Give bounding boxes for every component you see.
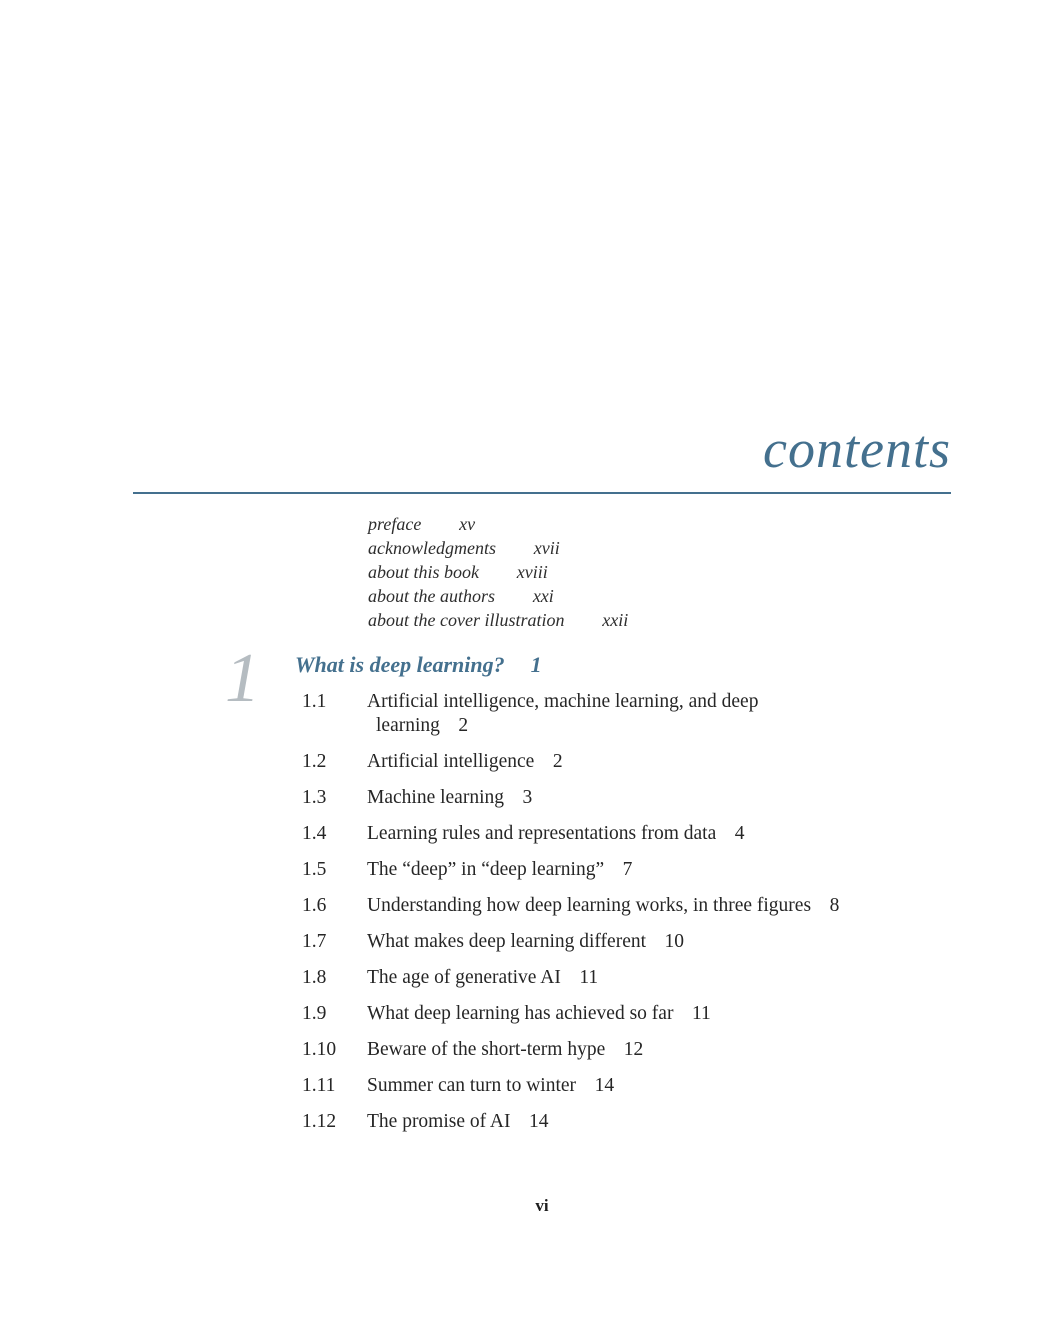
front-matter-label: preface [368, 514, 422, 534]
section-number: 1.7 [302, 931, 327, 952]
section-number: 1.11 [302, 1075, 336, 1096]
section-title-line: Beware of the short-term hype 12 [367, 1039, 644, 1060]
front-matter-page-number: xv [459, 514, 476, 534]
front-matter-page-number: xxi [532, 586, 554, 606]
section-title [367, 894, 952, 918]
section-entry [302, 1038, 952, 1062]
title-rule [133, 492, 951, 494]
front-matter-page-number: xxii [602, 610, 629, 630]
section-number: 1.12 [302, 1111, 337, 1132]
front-matter-entry [368, 560, 628, 584]
section-title [367, 690, 952, 738]
chapter-number-large: 1 [225, 640, 260, 717]
section-page-number: 11 [579, 967, 599, 988]
section-page-number: 2 [552, 751, 563, 772]
section-page-number: 4 [734, 823, 745, 844]
section-entry [302, 750, 952, 774]
section-title [367, 966, 952, 990]
section-title [367, 822, 952, 846]
section-page-number: 14 [529, 1111, 549, 1132]
section-entry [302, 690, 952, 738]
section-title [367, 930, 952, 954]
section-entry [302, 894, 952, 918]
front-matter-entry [368, 512, 628, 536]
front-matter-label: about the cover illustration [368, 610, 565, 630]
section-entry [302, 966, 952, 990]
front-matter-list [368, 512, 628, 632]
section-title [367, 1002, 952, 1026]
chapter-page-number: 1 [530, 652, 542, 677]
front-matter-page-number: xviii [516, 562, 548, 582]
section-page-number: 7 [622, 859, 633, 880]
section-page-number: 3 [522, 787, 533, 808]
section-title [367, 786, 952, 810]
front-matter-entry [368, 536, 628, 560]
front-matter-page-number: xvii [533, 538, 560, 558]
section-entry [302, 858, 952, 882]
section-title [367, 750, 952, 774]
section-number: 1.8 [302, 967, 327, 988]
section-title-line: The “deep” in “deep learning” 7 [367, 859, 633, 880]
section-title-line: Machine learning 3 [367, 787, 533, 808]
section-entry [302, 930, 952, 954]
chapter-title: What is deep learning? [295, 652, 505, 677]
section-list [302, 690, 952, 1146]
section-title-line: Artificial intelligence, machine learning, and deep [367, 691, 759, 712]
section-title-line: Learning rules and representations from data 4 [367, 823, 745, 844]
section-page-number: 10 [664, 931, 685, 952]
section-title-line: Understanding how deep learning works, in three figures 8 [367, 895, 840, 916]
section-number: 1.5 [302, 859, 327, 880]
section-number: 1.1 [302, 691, 327, 712]
section-title [367, 1110, 952, 1134]
section-entry [302, 1002, 952, 1026]
front-matter-label: about the authors [368, 586, 496, 606]
section-entry [302, 1110, 952, 1134]
section-title-line: Summer can turn to winter 14 [367, 1075, 615, 1096]
section-title [367, 858, 952, 882]
section-title [367, 1038, 952, 1062]
title-block [133, 420, 951, 479]
section-number: 1.4 [302, 823, 327, 844]
section-title-line: The promise of AI 14 [367, 1111, 549, 1132]
front-matter-entry [368, 584, 628, 608]
section-number: 1.3 [302, 787, 327, 808]
section-page-number: 2 [458, 715, 469, 736]
front-matter-entry [368, 608, 628, 632]
section-title-line: What makes deep learning different 10 [367, 931, 685, 952]
section-title-line: The age of generative AI 11 [367, 967, 599, 988]
section-number: 1.6 [302, 895, 327, 916]
section-entry [302, 1074, 952, 1098]
section-number: 1.2 [302, 751, 327, 772]
section-page-number: 12 [623, 1039, 644, 1060]
section-title-line: What deep learning has achieved so far 11 [367, 1003, 711, 1024]
folio-page-number: vi [535, 1196, 549, 1215]
section-page-number: 11 [691, 1003, 711, 1024]
section-entry [302, 822, 952, 846]
section-page-number: 8 [829, 895, 840, 916]
front-matter-label: about this book [368, 562, 479, 582]
section-number: 1.10 [302, 1039, 337, 1060]
section-title-line: learning 2 [376, 715, 469, 736]
section-number: 1.9 [302, 1003, 327, 1024]
section-entry [302, 786, 952, 810]
section-page-number: 14 [594, 1075, 615, 1096]
section-title-line: Artificial intelligence 2 [367, 751, 563, 772]
front-matter-label: acknowledgments [368, 538, 496, 558]
section-title [367, 1074, 952, 1098]
chapter-heading [295, 652, 542, 678]
page-title: contents [763, 419, 951, 479]
